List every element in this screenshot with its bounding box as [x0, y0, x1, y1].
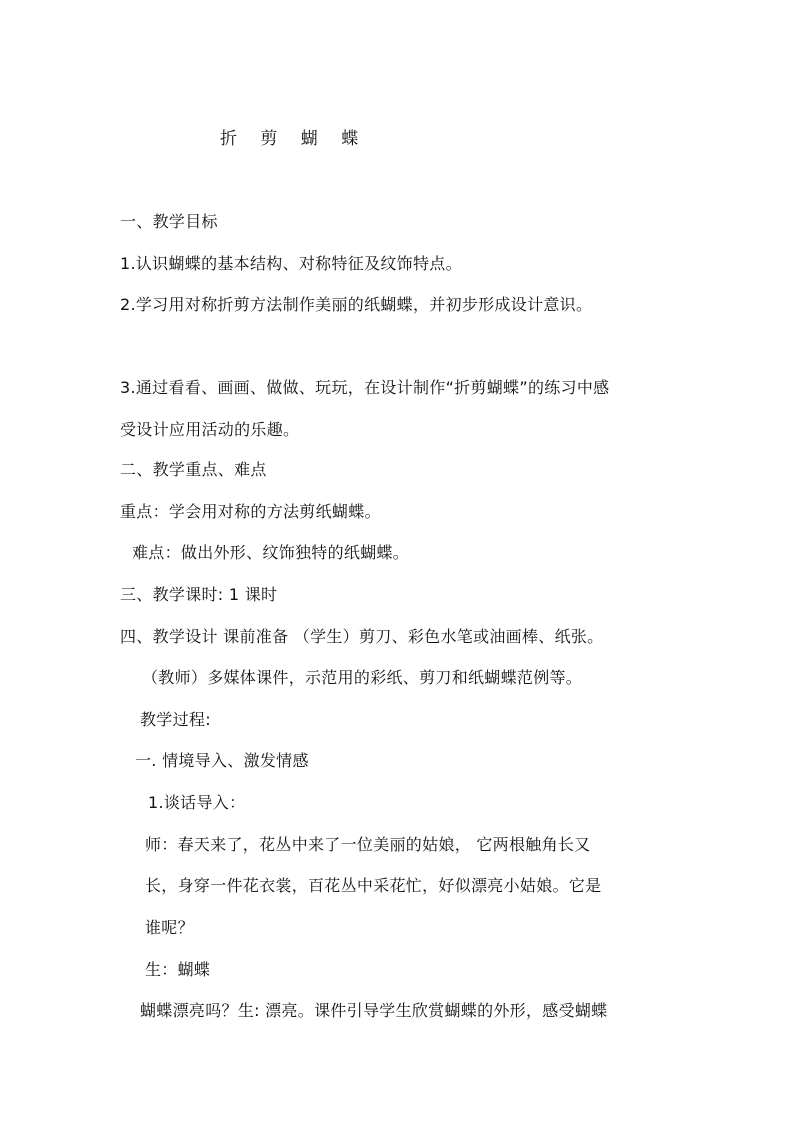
objective-item-3: 3.通过看看、画画、做做、玩玩，在设计制作“折剪蝴蝶”的练习中感 [120, 378, 610, 397]
key-point-text: 重点：学会用对称的方法剪纸蝴蝶。 [120, 502, 381, 521]
dialogue-student-line: 生：蝴蝶 [145, 960, 211, 979]
step-heading-situation: 一. 情境导入、激发情感 [135, 751, 309, 770]
section-heading-class-hours: 三、教学课时: 1 课时 [120, 585, 278, 604]
step-item-conversation: 1.谈话导入： [148, 793, 246, 812]
objective-item-2: 2.学习用对称折剪方法制作美丽的纸蝴蝶，并初步形成设计意识。 [120, 295, 593, 314]
section-heading-design: 四、教学设计 课前准备 （学生）剪刀、彩色水笔或油画棒、纸张。 [120, 627, 604, 646]
section-heading-key-points: 二、教学重点、难点 [120, 460, 267, 479]
teacher-materials-text: （教师）多媒体课件，示范用的彩纸、剪刀和纸蝴蝶范例等。 [142, 668, 583, 687]
dialogue-teacher-line-3: 谁呢？ [145, 918, 194, 937]
section-heading-objectives: 一、教学目标 [120, 212, 218, 231]
dialogue-teacher-line-2: 长，身穿一件花衣裳，百花丛中采花忙，好似漂亮小姑娘。它是 [145, 876, 602, 895]
objective-item-3-continued: 受设计应用活动的乐趣。 [120, 420, 300, 439]
teaching-process-heading: 教学过程: [140, 710, 211, 729]
objective-item-1: 1.认识蝴蝶的基本结构、对称特征及纹饰特点。 [120, 254, 462, 273]
dialogue-teacher-line-1: 师：春天来了，花丛中来了一位美丽的姑娘， 它两根触角长又 [145, 835, 591, 854]
dialogue-continuation-line: 蝴蝶漂亮吗？生: 漂亮。课件引导学生欣赏蝴蝶的外形，感受蝴蝶 [140, 1001, 608, 1020]
difficulty-text: 难点：做出外形、纹饰独特的纸蝴蝶。 [132, 543, 410, 562]
document-title: 折 剪 蝴 蝶 [220, 129, 368, 149]
